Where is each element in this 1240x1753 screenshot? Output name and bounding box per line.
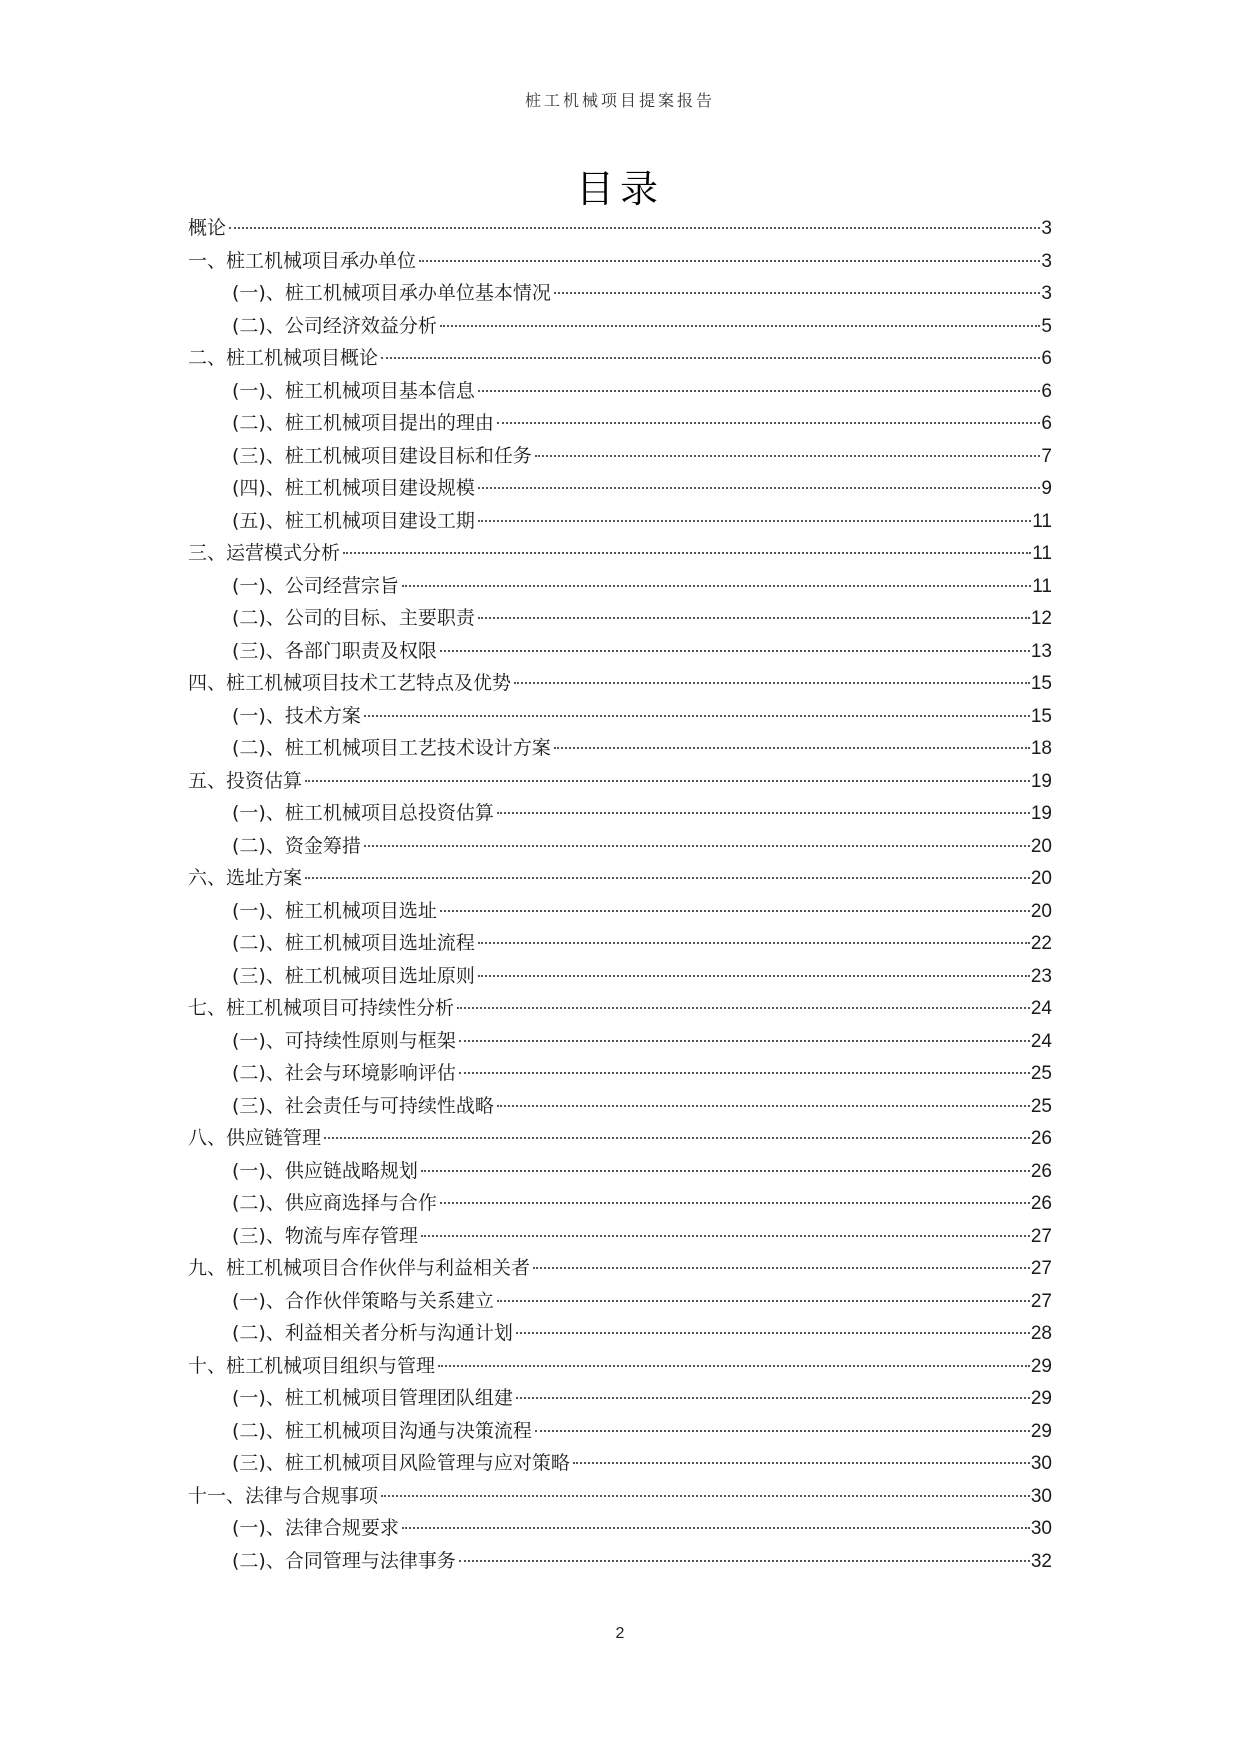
toc-entry[interactable] bbox=[188, 1057, 1052, 1090]
toc-entry-label: 十、桩工机械项目组织与管理 bbox=[188, 1354, 436, 1377]
toc-entry-label: 七、桩工机械项目可持续性分析 bbox=[188, 997, 455, 1019]
dot-leader bbox=[440, 1202, 1030, 1204]
toc-entry[interactable] bbox=[188, 1025, 1052, 1058]
toc-entry-label: 二、桩工机械项目概论 bbox=[188, 347, 379, 369]
toc-entry[interactable] bbox=[188, 1512, 1052, 1545]
toc-entry-label: (三)、物流与库存管理 bbox=[232, 1224, 418, 1247]
dot-leader bbox=[535, 1430, 1030, 1432]
toc-entry-label: (一)、桩工机械项目承办单位基本情况 bbox=[232, 282, 551, 304]
toc-entry[interactable] bbox=[188, 1545, 1052, 1578]
dot-leader bbox=[402, 585, 1031, 587]
toc-entry-page: 29 bbox=[1030, 1420, 1052, 1442]
toc-entry-page: 26 bbox=[1030, 1160, 1052, 1182]
toc-entry-page: 15 bbox=[1030, 705, 1052, 727]
dot-leader bbox=[478, 942, 1030, 944]
toc-entry[interactable] bbox=[188, 1285, 1052, 1318]
dot-leader bbox=[478, 390, 1041, 392]
dot-leader bbox=[516, 1397, 1030, 1399]
toc-entry[interactable] bbox=[188, 732, 1052, 765]
dot-leader bbox=[554, 747, 1030, 749]
toc-entry-label: 九、桩工机械项目合作伙伴与利益相关者 bbox=[188, 1257, 531, 1279]
toc-entry-page: 3 bbox=[1041, 218, 1052, 239]
toc-entry-page: 3 bbox=[1041, 283, 1052, 304]
toc-entry-label: (二)、桩工机械项目选址流程 bbox=[232, 932, 475, 954]
dot-leader bbox=[324, 1137, 1030, 1139]
toc-entry[interactable] bbox=[188, 927, 1052, 960]
toc-entry-page: 26 bbox=[1030, 1193, 1052, 1214]
toc-entry[interactable] bbox=[188, 895, 1052, 928]
toc-entry[interactable] bbox=[188, 212, 1052, 245]
toc-entry[interactable] bbox=[188, 1122, 1052, 1155]
toc-entry-label: (二)、桩工机械项目沟通与决策流程 bbox=[232, 1419, 532, 1442]
dot-leader bbox=[438, 1365, 1030, 1367]
toc-entry-label: (二)、利益相关者分析与沟通计划 bbox=[232, 1322, 513, 1344]
toc-entry[interactable] bbox=[188, 667, 1052, 700]
toc-entry-label: 一、桩工机械项目承办单位 bbox=[188, 249, 417, 272]
toc-entry[interactable] bbox=[188, 245, 1052, 278]
toc-entry[interactable] bbox=[188, 570, 1052, 603]
toc-entry-page: 11 bbox=[1032, 543, 1052, 564]
dot-leader bbox=[573, 1462, 1030, 1464]
dot-leader bbox=[514, 682, 1030, 684]
toc-entry-page: 30 bbox=[1030, 1518, 1052, 1539]
toc-entry-page: 24 bbox=[1030, 1030, 1052, 1052]
toc-entry-page: 19 bbox=[1030, 770, 1052, 792]
toc-entry[interactable] bbox=[188, 505, 1052, 538]
toc-entry-label: (四)、桩工机械项目建设规模 bbox=[232, 477, 475, 499]
toc-entry-page: 29 bbox=[1030, 1388, 1052, 1409]
dot-leader bbox=[478, 975, 1030, 977]
toc-entry-page: 20 bbox=[1030, 900, 1052, 922]
toc-entry-label: (五)、桩工机械项目建设工期 bbox=[232, 509, 475, 532]
toc-entry[interactable] bbox=[188, 1155, 1052, 1188]
toc-entry[interactable] bbox=[188, 635, 1052, 668]
toc-entry[interactable] bbox=[188, 277, 1052, 310]
toc-entry-page: 12 bbox=[1030, 608, 1052, 629]
toc-entry-label: 四、桩工机械项目技术工艺特点及优势 bbox=[188, 672, 512, 694]
toc-entry[interactable] bbox=[188, 797, 1052, 830]
dot-leader bbox=[457, 1007, 1030, 1009]
toc-entry-label: (一)、合作伙伴策略与关系建立 bbox=[232, 1289, 494, 1312]
toc-entry[interactable] bbox=[188, 472, 1052, 505]
dot-leader bbox=[381, 357, 1040, 359]
toc-entry-page: 11 bbox=[1032, 575, 1052, 597]
dot-leader bbox=[421, 1235, 1030, 1237]
toc-entry[interactable] bbox=[188, 1187, 1052, 1220]
toc-entry-label: (一)、桩工机械项目管理团队组建 bbox=[232, 1387, 513, 1409]
toc-entry[interactable] bbox=[188, 1415, 1052, 1448]
toc-entry-page: 13 bbox=[1030, 640, 1052, 662]
dot-leader bbox=[229, 227, 1040, 229]
dot-leader bbox=[554, 292, 1041, 294]
dot-leader bbox=[533, 1267, 1030, 1269]
dot-leader bbox=[440, 650, 1030, 652]
toc-entry-page: 29 bbox=[1030, 1355, 1052, 1377]
dot-leader bbox=[305, 877, 1030, 879]
toc-title: 目录 bbox=[575, 167, 664, 211]
dot-leader bbox=[364, 715, 1030, 717]
dot-leader bbox=[497, 422, 1041, 424]
toc-entry-label: (一)、技术方案 bbox=[232, 704, 361, 727]
toc-entry-label: 三、运营模式分析 bbox=[188, 542, 341, 564]
toc-entry[interactable] bbox=[188, 407, 1052, 440]
toc-entry-page: 22 bbox=[1030, 933, 1052, 954]
toc-entry-label: (一)、可持续性原则与框架 bbox=[232, 1029, 456, 1052]
toc-entry[interactable] bbox=[188, 537, 1052, 570]
toc-entry-page: 9 bbox=[1041, 478, 1052, 499]
toc-entry-page: 11 bbox=[1032, 510, 1052, 532]
toc-entry-label: 五、投资估算 bbox=[188, 769, 303, 792]
toc-entry-label: (一)、桩工机械项目总投资估算 bbox=[232, 802, 494, 824]
toc-entry-page: 6 bbox=[1041, 348, 1052, 369]
toc-entry[interactable] bbox=[188, 960, 1052, 993]
toc-entry-page: 6 bbox=[1041, 380, 1052, 402]
dot-leader bbox=[478, 617, 1030, 619]
dot-leader bbox=[497, 1105, 1030, 1107]
toc-entry[interactable] bbox=[188, 1480, 1052, 1513]
toc-entry-page: 24 bbox=[1030, 998, 1052, 1019]
toc-entry-label: (三)、桩工机械项目选址原则 bbox=[232, 964, 475, 987]
toc-entry-label: (一)、桩工机械项目基本信息 bbox=[232, 379, 475, 402]
toc-entry[interactable] bbox=[188, 765, 1052, 798]
dot-leader bbox=[305, 780, 1030, 782]
toc-entry-label: (一)、公司经营宗旨 bbox=[232, 574, 399, 597]
dot-leader bbox=[459, 1072, 1030, 1074]
toc-entry-page: 3 bbox=[1041, 250, 1052, 272]
toc-entry[interactable] bbox=[188, 375, 1052, 408]
toc-entry-page: 30 bbox=[1030, 1485, 1052, 1507]
toc-entry-label: (三)、桩工机械项目建设目标和任务 bbox=[232, 444, 532, 467]
toc-entry[interactable] bbox=[188, 1350, 1052, 1383]
toc-entry-label: 十一、法律与合规事项 bbox=[188, 1484, 379, 1507]
toc-entry[interactable] bbox=[188, 1382, 1052, 1415]
dot-leader bbox=[343, 552, 1031, 554]
toc-entry-label: (二)、桩工机械项目提出的理由 bbox=[232, 412, 494, 434]
dot-leader bbox=[497, 1300, 1030, 1302]
dot-leader bbox=[535, 455, 1041, 457]
toc-entry-label: (二)、桩工机械项目工艺技术设计方案 bbox=[232, 737, 551, 759]
toc-entry-label: (三)、社会责任与可持续性战略 bbox=[232, 1094, 494, 1117]
toc-entry-page: 27 bbox=[1030, 1290, 1052, 1312]
dot-leader bbox=[440, 910, 1030, 912]
dot-leader bbox=[459, 1040, 1030, 1042]
toc-entry-label: 八、供应链管理 bbox=[188, 1127, 322, 1149]
dot-leader bbox=[497, 812, 1030, 814]
dot-leader bbox=[516, 1332, 1030, 1334]
toc-entry[interactable] bbox=[188, 700, 1052, 733]
toc-entry-label: (二)、供应商选择与合作 bbox=[232, 1192, 437, 1214]
toc-entry-page: 7 bbox=[1041, 445, 1052, 467]
dot-leader bbox=[459, 1560, 1030, 1562]
toc-entry[interactable] bbox=[188, 830, 1052, 863]
toc-entry-page: 20 bbox=[1030, 868, 1052, 889]
toc-entry[interactable] bbox=[188, 1090, 1052, 1123]
toc-entry-page: 15 bbox=[1030, 673, 1052, 694]
toc-entry-label: 六、选址方案 bbox=[188, 867, 303, 889]
toc-entry-label: (一)、法律合规要求 bbox=[232, 1517, 399, 1539]
toc-entry[interactable] bbox=[188, 992, 1052, 1025]
toc-entry-label: (三)、各部门职责及权限 bbox=[232, 639, 437, 662]
toc-entry-label: (一)、桩工机械项目选址 bbox=[232, 899, 437, 922]
toc-entry-page: 30 bbox=[1030, 1453, 1052, 1474]
dot-leader bbox=[419, 260, 1040, 262]
toc-entry[interactable] bbox=[188, 310, 1052, 343]
table-of-contents bbox=[188, 212, 1052, 1577]
toc-entry-page: 19 bbox=[1030, 803, 1052, 824]
dot-leader bbox=[478, 487, 1041, 489]
toc-entry[interactable] bbox=[188, 1317, 1052, 1350]
toc-entry-label: 概论 bbox=[188, 217, 227, 239]
toc-entry-page: 27 bbox=[1030, 1225, 1052, 1247]
dot-leader bbox=[381, 1495, 1030, 1497]
toc-entry-label: (二)、资金筹措 bbox=[232, 834, 361, 857]
toc-entry-page: 20 bbox=[1030, 835, 1052, 857]
toc-entry[interactable] bbox=[188, 602, 1052, 635]
dot-leader bbox=[421, 1170, 1030, 1172]
running-header: 桩工机械项目提案报告 bbox=[524, 91, 715, 110]
toc-entry-label: (一)、供应链战略规划 bbox=[232, 1159, 418, 1182]
toc-entry-page: 6 bbox=[1041, 413, 1052, 434]
toc-entry[interactable] bbox=[188, 342, 1052, 375]
toc-entry-page: 32 bbox=[1030, 1550, 1052, 1572]
toc-entry[interactable] bbox=[188, 1447, 1052, 1480]
toc-entry-page: 28 bbox=[1030, 1323, 1052, 1344]
page-number: 2 bbox=[615, 1625, 625, 1642]
toc-entry-label: (三)、桩工机械项目风险管理与应对策略 bbox=[232, 1452, 570, 1474]
toc-entry-page: 27 bbox=[1030, 1258, 1052, 1279]
toc-entry-page: 25 bbox=[1030, 1095, 1052, 1117]
toc-entry[interactable] bbox=[188, 862, 1052, 895]
dot-leader bbox=[478, 520, 1031, 522]
toc-entry-label: (二)、社会与环境影响评估 bbox=[232, 1062, 456, 1084]
toc-entry-label: (二)、公司经济效益分析 bbox=[232, 314, 437, 337]
toc-entry[interactable] bbox=[188, 1252, 1052, 1285]
dot-leader bbox=[440, 325, 1041, 327]
dot-leader bbox=[364, 845, 1030, 847]
toc-entry-page: 25 bbox=[1030, 1063, 1052, 1084]
toc-entry-label: (二)、合同管理与法律事务 bbox=[232, 1549, 456, 1572]
dot-leader bbox=[402, 1527, 1030, 1529]
toc-entry[interactable] bbox=[188, 440, 1052, 473]
toc-entry-page: 26 bbox=[1030, 1128, 1052, 1149]
toc-entry-page: 18 bbox=[1030, 738, 1052, 759]
toc-entry[interactable] bbox=[188, 1220, 1052, 1253]
toc-entry-page: 5 bbox=[1041, 315, 1052, 337]
toc-entry-label: (二)、公司的目标、主要职责 bbox=[232, 607, 475, 629]
toc-entry-page: 23 bbox=[1030, 965, 1052, 987]
